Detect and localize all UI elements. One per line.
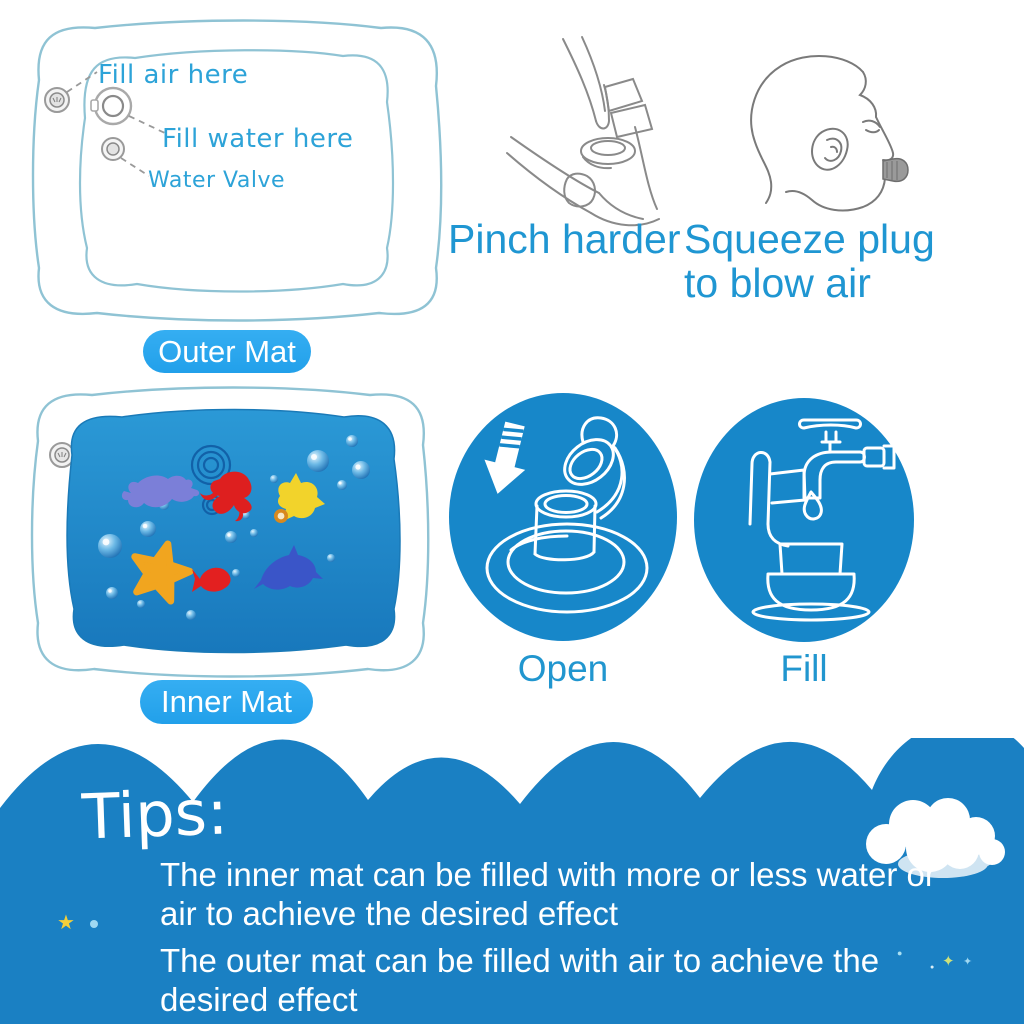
star-icon: ★ [57,912,75,934]
pinch-harder-label: Pinch harder [448,216,681,262]
inner-mat-badge-label: Inner Mat [161,684,292,719]
fill-water-label: Fill water here [162,124,354,154]
open-valve-line-icon [445,390,681,644]
inner-mat-illustration [28,383,432,683]
fill-air-label: Fill air here [98,60,249,90]
squeeze-plug-label [684,218,984,306]
inner-mat-badge [140,680,313,724]
tip-item-outer-mat: The outer mat can be filled with air to achieve the desired effect [160,942,880,1018]
sparkle-icon: ● [897,948,903,958]
squeeze-plug-line2: to blow air [684,259,871,306]
pinch-hand-sketch-icon [505,35,665,230]
tip-item-inner-mat: The inner mat can be filled with more or less water or air to achieve the desired effect [160,856,936,932]
fill-step-label: Fill [780,648,828,689]
head-blowing-plug-sketch-icon [735,50,935,225]
water-valve-icon [102,138,124,160]
sparkle-star-icon: ✦ [942,953,955,970]
tips-heading: Tips: [80,775,229,854]
squeeze-plug-line1: Squeeze plug [684,216,935,262]
water-valve-label: Water Valve [148,168,286,193]
faucet-filling-line-icon [692,396,916,644]
tips-list [160,856,955,1024]
air-valve-icon [45,88,69,112]
dot-decoration [90,920,98,928]
sparkle-star-icon: ✦ [963,956,973,968]
sparkle-icon: ● [930,964,935,971]
outer-mat-badge [143,330,311,373]
open-step-label: Open [517,648,609,689]
outer-mat-badge-label: Outer Mat [158,333,296,369]
mouth-plug-icon [883,159,908,182]
